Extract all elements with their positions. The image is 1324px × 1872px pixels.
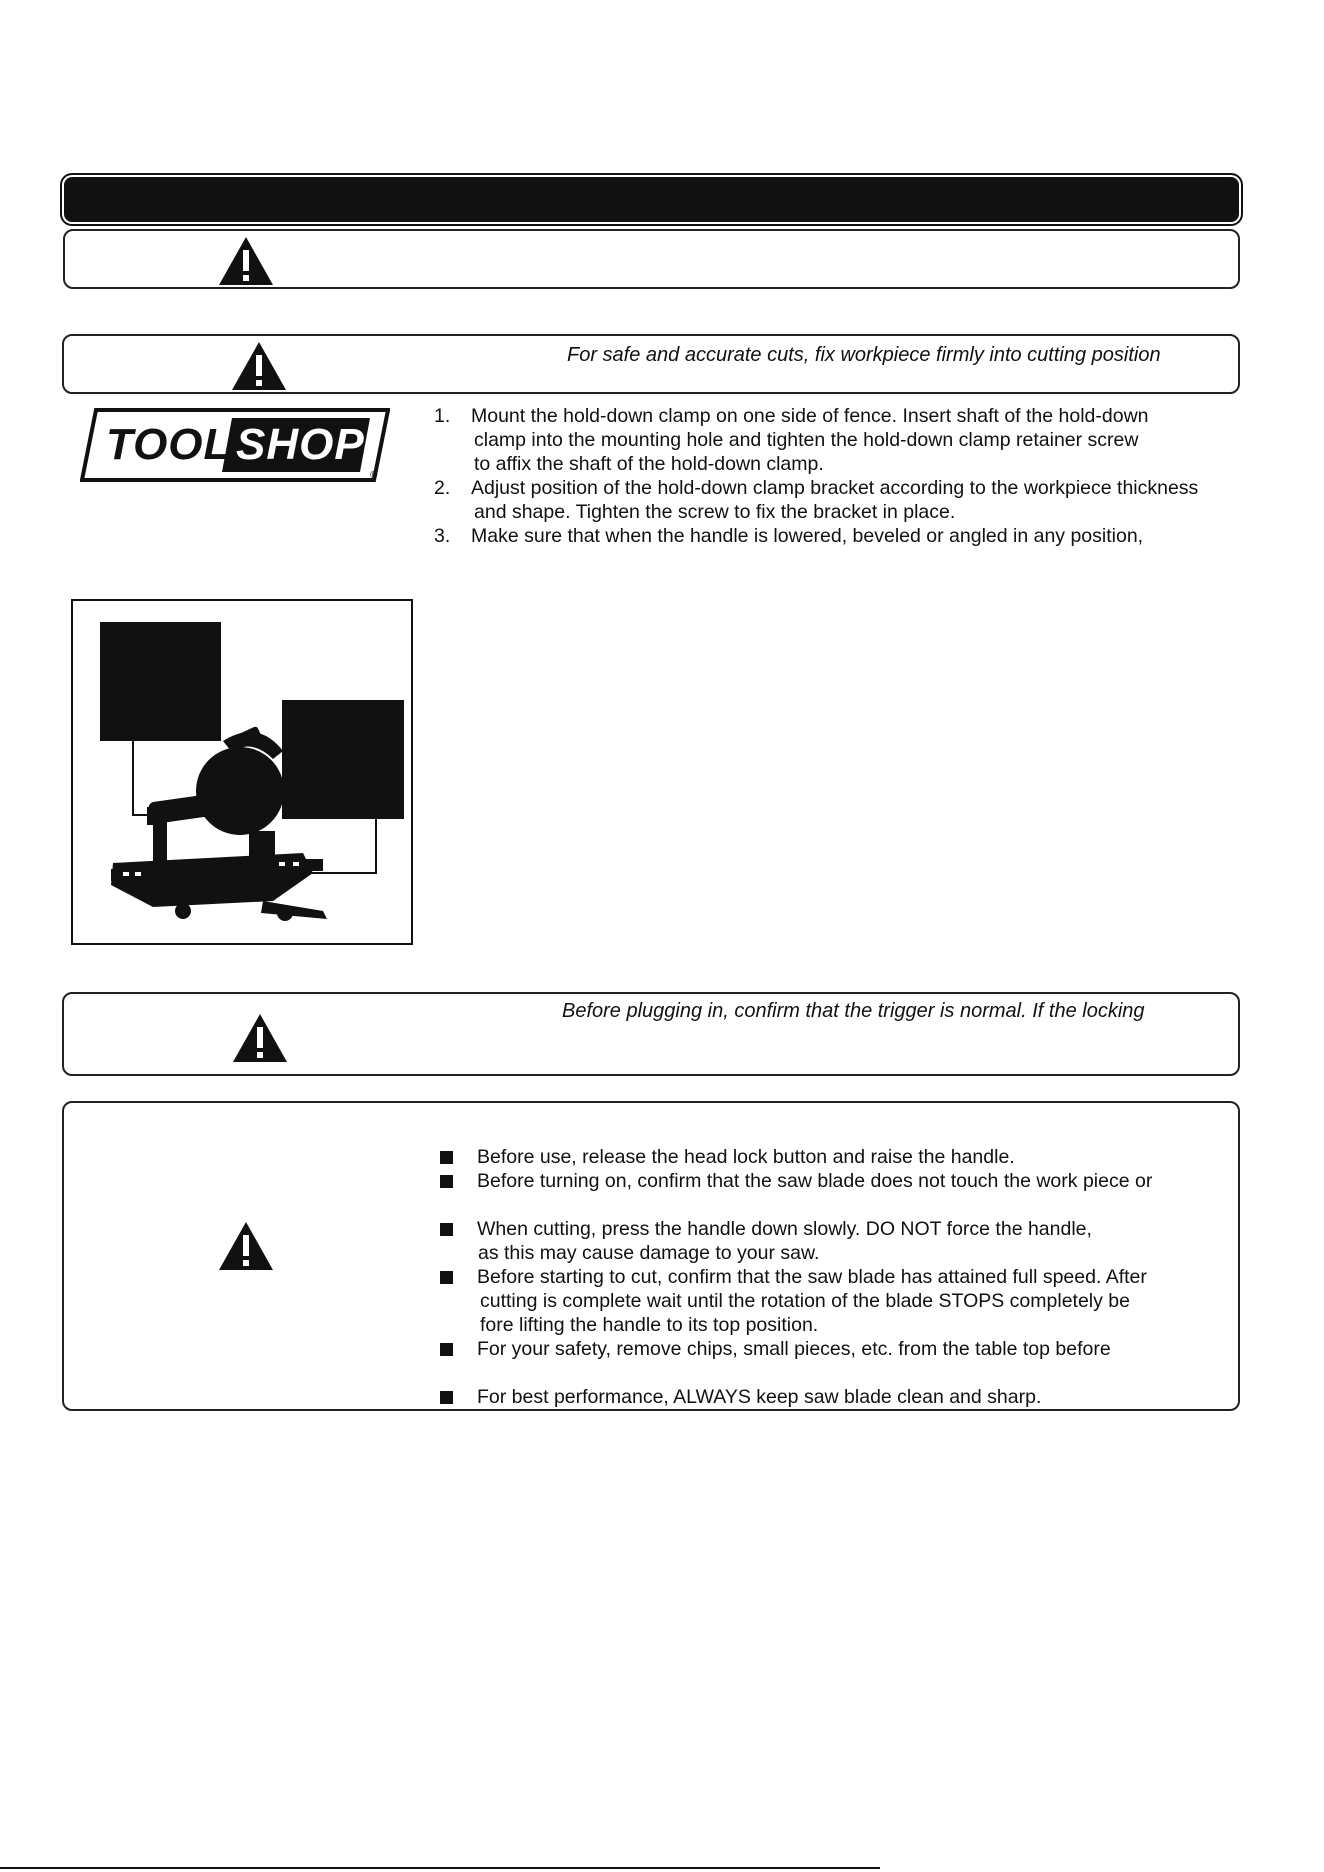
bullet-square-icon: [440, 1151, 453, 1164]
step-number: 1.: [434, 405, 451, 427]
footer-rule: [0, 1867, 880, 1869]
bullet-text: For best performance, ALWAYS keep saw blade clean and sharp.: [477, 1386, 1042, 1408]
warning-triangle-icon: [217, 235, 275, 287]
warning-box-2: [62, 334, 1240, 394]
bullet-text: Before use, release the head lock button and raise the handle.: [477, 1146, 1015, 1168]
bullet-square-icon: [440, 1271, 453, 1284]
list-spacer: [440, 1361, 1230, 1385]
step-text: to affix the shaft of the hold-down clamp.: [474, 453, 824, 475]
list-item: [440, 1385, 1230, 1409]
logo-text-tool: TOOL: [106, 420, 232, 469]
step-number: 2.: [434, 477, 451, 499]
operation-bullets-list: [440, 1145, 1230, 1409]
list-item: [434, 476, 1294, 500]
list-item-continuation: [434, 452, 1294, 476]
list-item: [440, 1337, 1230, 1361]
step-text: Mount the hold-down clamp on one side of fence. Insert shaft of the hold-down: [471, 405, 1149, 427]
registered-mark: ®: [370, 470, 378, 481]
list-item: [440, 1265, 1230, 1289]
step-text: and shape. Tighten the screw to fix the bracket in place.: [474, 501, 956, 523]
list-item: [434, 524, 1294, 548]
miter-saw-figure: [71, 599, 413, 945]
bullet-text: Before starting to cut, confirm that the saw blade has attained full speed. After: [477, 1266, 1147, 1288]
list-item: [440, 1145, 1230, 1169]
list-item-continuation: [440, 1289, 1230, 1313]
bullet-text: For your safety, remove chips, small pieces, etc. from the table top before: [477, 1338, 1111, 1360]
clamp-steps-list: [434, 404, 1294, 548]
bullet-text: Before turning on, confirm that the saw blade does not touch the work piece or: [477, 1170, 1153, 1192]
trigger-check-note: Before plugging in, confirm that the trigger is normal. If the locking: [562, 1000, 1145, 1022]
bullet-square-icon: [440, 1391, 453, 1404]
operation-box: [62, 1101, 1240, 1411]
list-item: [440, 1217, 1230, 1241]
list-spacer: [440, 1193, 1230, 1217]
step-number: 3.: [434, 525, 451, 547]
step-text: Make sure that when the handle is lowered, beveled or angled in any position,: [471, 525, 1144, 547]
list-item-continuation: [434, 500, 1294, 524]
list-item: [440, 1169, 1230, 1193]
bullet-square-icon: [440, 1175, 453, 1188]
warning-box-3: [62, 992, 1240, 1076]
warning-triangle-icon: [231, 1012, 289, 1064]
section-title-bar: [64, 177, 1239, 222]
tool-shop-logo: [80, 408, 390, 482]
warning-triangle-icon: [230, 340, 288, 392]
step-text: clamp into the mounting hole and tighten the hold-down clamp retainer screw: [474, 429, 1139, 451]
bullet-text: cutting is complete wait until the rotation of the blade STOPS completely be: [480, 1290, 1130, 1312]
step-text: Adjust position of the hold-down clamp bracket according to the workpiece thickness: [471, 477, 1199, 499]
bullet-square-icon: [440, 1223, 453, 1236]
warning-box-1: [63, 229, 1240, 289]
cutting-position-note: For safe and accurate cuts, fix workpiece firmly into cutting position: [567, 344, 1161, 366]
bullet-text: fore lifting the handle to its top position.: [480, 1314, 819, 1336]
bullet-square-icon: [440, 1343, 453, 1356]
list-item-continuation: [434, 428, 1294, 452]
miter-saw-illustration: [73, 601, 411, 943]
logo-text-shop: SHOP: [236, 420, 365, 469]
list-item: [434, 404, 1294, 428]
warning-triangle-icon: [217, 1220, 275, 1272]
list-item-continuation: [440, 1241, 1230, 1265]
bullet-text: When cutting, press the handle down slowly. DO NOT force the handle,: [477, 1218, 1092, 1240]
list-item-continuation: [440, 1313, 1230, 1337]
bullet-text: as this may cause damage to your saw.: [478, 1242, 820, 1264]
